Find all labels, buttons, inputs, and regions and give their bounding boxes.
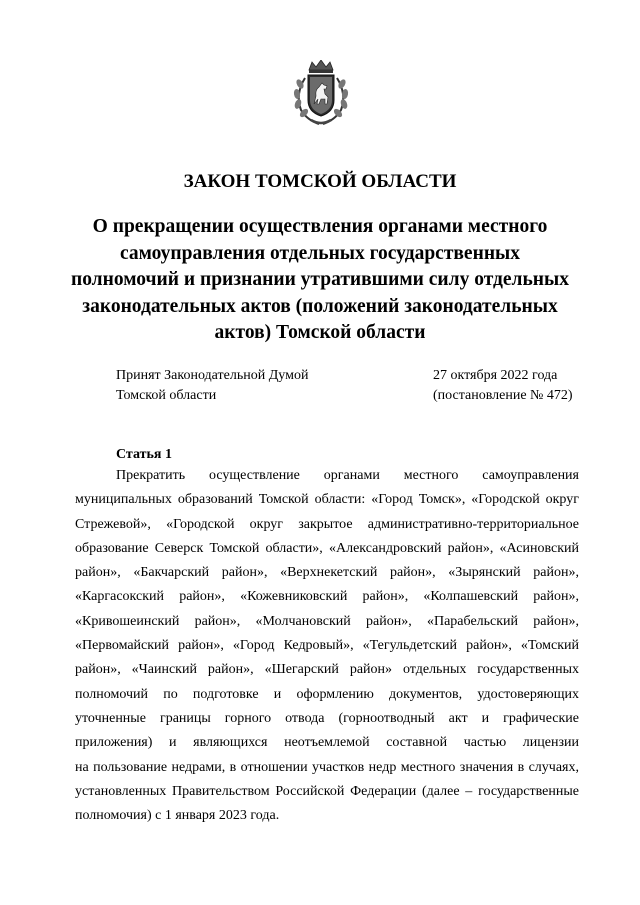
- title-line: законодательных актов (положений законодательных: [82, 295, 558, 317]
- paragraph-line: Прекратить осуществление органами местного самоуправления: [116, 468, 579, 483]
- paragraph-line: Стрежевой», «Городской округ закрытое административно-территориальное: [75, 516, 579, 532]
- title-line: О прекращении осуществления органами местного: [92, 216, 548, 237]
- paragraph-line: установленных Правительством Российской Федерации (далее – государственные: [75, 783, 579, 799]
- tomsk-oblast-coat-of-arms-icon: [291, 60, 351, 128]
- paragraph-line: «Каргасокский район», «Кожевниковский район», «Колпашевский район»,: [75, 589, 579, 605]
- adopted-by-block: [116, 366, 308, 406]
- resolution-number: (постановление № 472): [433, 388, 573, 403]
- title-line: актов) Томской области: [214, 322, 426, 343]
- adopted-by-line: Принят Законодательной Думой: [116, 368, 309, 383]
- paragraph-line: на пользование недрами, в отношении участков недр местного значения в случаях,: [75, 759, 579, 775]
- adopted-by-line: Томской области: [116, 388, 217, 403]
- paragraph-line: район», «Чаинский район», «Шегарский район» отдельных государственных: [75, 662, 579, 678]
- paragraph-line: «Первомайский район», «Город Кедровый», «Тегульдетский район», «Томский: [75, 638, 579, 654]
- paragraph-line: образование Северск Томской области», «Александровский район», «Асиновский: [75, 540, 579, 556]
- document-type-heading: ЗАКОН ТОМСКОЙ ОБЛАСТИ: [183, 171, 457, 192]
- title-line: полномочий и признании утратившими силу отдельных: [70, 269, 570, 290]
- article-body: [75, 466, 579, 830]
- title-line: самоуправления отдельных государственных: [119, 242, 521, 264]
- paragraph-line: приложения) и являющихся неотъемлемой составной частью лицензии: [75, 735, 579, 751]
- paragraph-line: район», «Бакчарский район», «Верхнекетский район», «Зырянский район»,: [75, 565, 579, 581]
- paragraph-line: полномочия) с 1 января 2023 года.: [75, 808, 280, 824]
- paragraph-line: полномочий по подготовке и оформлению документов, удостоверяющих: [75, 686, 579, 702]
- document-title: [60, 214, 580, 347]
- article-heading: Статья 1: [116, 447, 172, 462]
- paragraph-line: муниципальных образований Томской области: «Город Томск», «Городской округ: [75, 492, 579, 508]
- adoption-date: 27 октября 2022 года: [433, 368, 558, 383]
- adoption-date-block: [433, 366, 573, 406]
- paragraph-line: уточненные границы горного отвода (горноотводный акт и графические: [75, 710, 579, 726]
- paragraph-line: «Кривошеинский район», «Молчановский район», «Парабельский район»,: [75, 613, 579, 629]
